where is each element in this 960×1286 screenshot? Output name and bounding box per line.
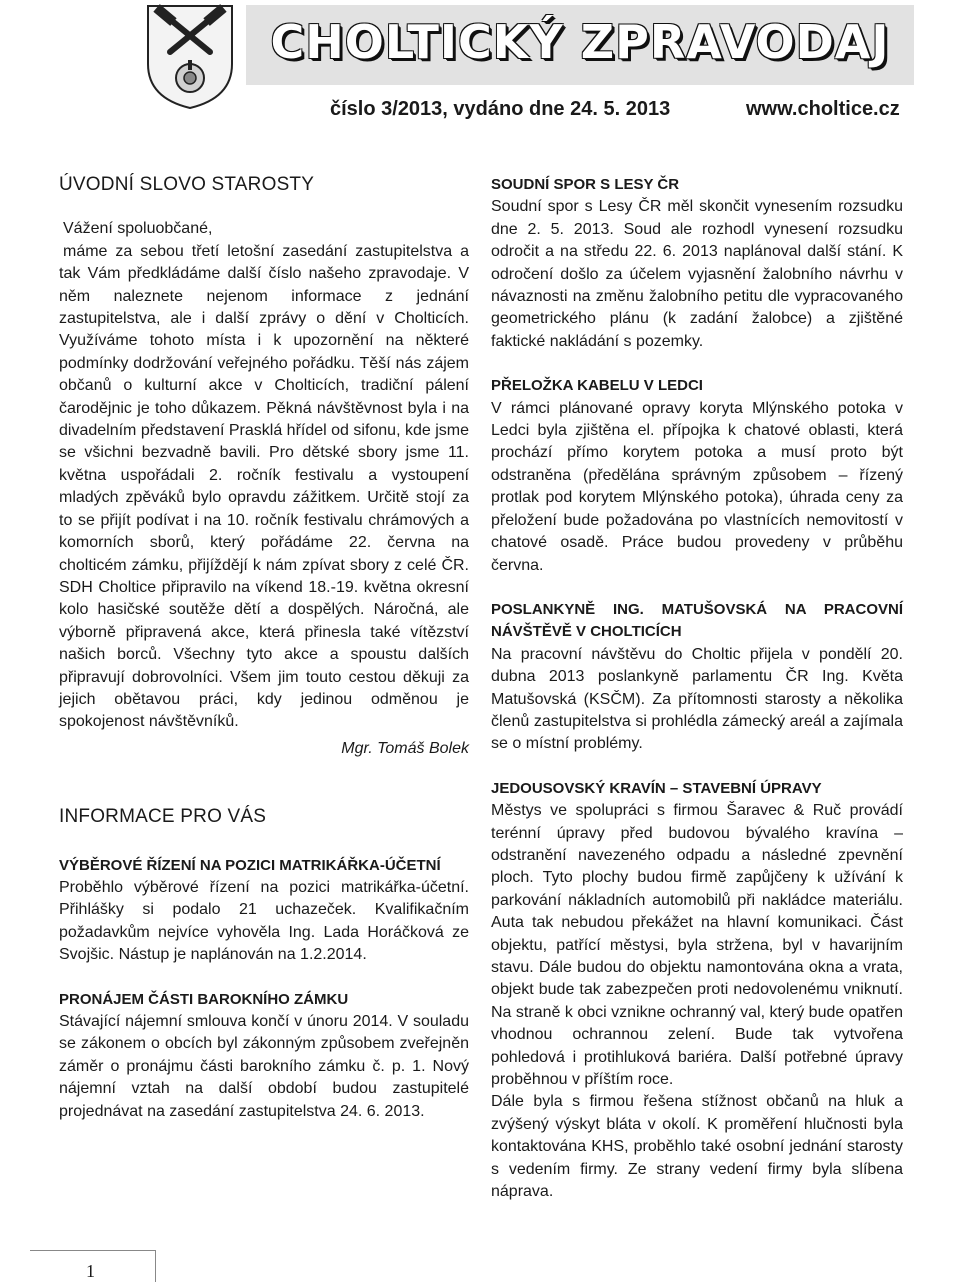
newsletter-title: CHOLTICKÝ ZPRAVODAJ [270,15,890,69]
right-column [491,174,903,1203]
section-text: V rámci plánované opravy koryta Mlýnského potoka v Ledci byla zjištěna el. přípojka k chatové oblasti, která prochází přímo korytem potoka a musí proto být odstraněna (předělána správným způsobem – řízený protlak pod korytem Mlýnského potoka), úhrada ceny za přeložení bude požadována po vlastnících nemovitostí v chatové osadě. Práce budou provedeny v průběhu června. [491,399,903,574]
section-text-continued: Dále byla s firmou řešena stížnost občanů na hluk a zvýšený výskyt bláta v okolí. K proměření hlučnosti byla kontaktována KHS, proběhlo také osobní jednání starosty s vedením firmy. Ze strany vedení firmy byla slíbena náprava. [491,1093,903,1201]
section-text: Soudní spor s Lesy ČR měl skončit vynesením rozsudku dne 2. 5. 2013. Soud ale rozhodl vynesení rozsudku odročit a na středu 22. 6. 2013 naplánoval další stání. K odročení došlo za účelem vyjasnění žalobního návrhu v návaznosti na změnu žalobního petitu dle vypracovaného geometrického plánu (k zadání žalobce) a zjištěné faktické nakládání s pozemky. [491,198,903,350]
section-title: JEDOUSOVSKÝ KRAVÍN – STAVEBNÍ ÚPRAVY [491,779,822,797]
issue-info: číslo 3/2013, vydáno dne 24. 5. 2013 [330,98,671,120]
section-text: Městys ve spolupráci s firmou Šaravec & Ruč provádí terénní úpravy před budovou bývalého kravína – odstranění navezeného odpadu a následné zpevnění ploch. Tyto plochy budou firmě zapůjčeny k užívání k parkování nákladních automobilů při nakládce materiálu. Auta tak nebudou překážet na hlavní komunikaci. Část objektu, patřící městysi, byla stržena, byl v havarijním stavu. Dále budou do objektu namontována okna a vrata, objekt bude tak zabezpečen proti nedovolenému vniknutí. Na straně k obci vznikne ochranný val, který bude opatřen vhodnou ochrannou zelení. Bude tak vytvořena pohledová i protihluková bariéra. Další potřebné úpravy proběhnou v příštím roce. [491,802,903,1089]
intro-signature: Mgr. Tomáš Bolek [341,739,469,757]
section-title: VÝBĚROVÉ ŘÍZENÍ NA POZICI MATRIKÁŘKA-ÚČETNÍ [59,856,441,874]
section-text: Stávající nájemní smlouva končí v únoru 2014. V souladu se zákonem o obcích byl zákonným způsobem zveřejněn záměr o pronájmu části barokního zámku č. p. 1. Nový nájemní vztah na další období budou zastupitelé projednávat na zasedání zastupitelstva 24. 6. 2013. [59,1013,469,1120]
masthead-banner [246,5,914,85]
municipal-crest-icon [140,2,240,110]
left-column [59,174,469,1123]
page-number: 1 [86,1261,95,1281]
section-text: Proběhlo výběrové řízení na pozici matrikářka-účetní. Přihlášky si podalo 21 uchazeček. Kvalifikačním požadavkům nejvíce vyhověla Ing. Lada Horáčková ze Svojšic. Nástup je naplánován na 1.2.2014. [59,878,469,964]
section-title: SOUDNÍ SPOR S LESY ČR [491,176,680,193]
intro-greeting: Vážení spoluobčané, [63,220,213,238]
section-title: PŘELOŽKA KABELU V LEDCI [491,377,703,395]
intro-heading: ÚVODNÍ SLOVO STAROSTY [59,174,315,195]
section-title: PRONÁJEM ČÁSTI BAROKNÍHO ZÁMKU [59,990,349,1008]
section-text: Na pracovní návštěvu do Choltic přijela v pondělí 20. dubna 2013 poslankyně parlamentu ČR Ing. Květa Matušovská (KSČM). Za přítomnosti starosty a několika členů zastupitelstva si prohlédla zámecký areál a zajímala se o místní problémy. [491,645,903,753]
section-title: POSLANKYNĚ ING. MATUŠOVSKÁ NA PRACOVNÍ NÁVŠTĚVĚ V CHOLTICÍCH [491,600,903,641]
website-link[interactable]: www.choltice.cz [746,98,900,120]
info-heading: INFORMACE PRO VÁS [59,806,267,828]
intro-body: máme za sebou třetí letošní zasedání zastupitelstva a tak Vám předkládáme další číslo našeho zpravodaje. V něm naleznete nejenom informace z jednání zastupitelstva, ale i další zprávy o dění v Cholticích. Využíváme tohoto místa i k upozornění na některé podmínky dodržování veřejného pořádku. Těší nás zájem občanů o kulturní akce v Cholticích, tradiční pálení čarodějnic je toho důkazem. Pěkná návštěvnost byla i na divadelním představení Prasklá hřídel od sifonu, kde jsme se všichni bezvadně bavili. Pro dětské sbory jsme 11. května uspořádali 2. ročník festivalu a vystoupení mladých zpěváků bylo opravdu zážitkem. Určitě stojí za to se přijít podívat i na 10. ročník festivalu chrámových a komorních sborů, který pořádáme 22. června na cholticém zámku, přijíždějí k nám zpívat sbory z celé ČR. SDH Choltice připravilo na víkend 18.-19. května okresní kolo hasičské soutěže dětí a dospělých. Náročná, ale výborně připravená akce, která přinesla také vítězství našich borců. Všechny tyto akce a spoustu dalších připravují dobrovolníci. Všem jim touto cestou děkuji za jejich obětavou práci, kdy jedinou odměnou je spokojenost návštěvníků. [59,242,469,731]
page-number-box [30,1250,156,1282]
